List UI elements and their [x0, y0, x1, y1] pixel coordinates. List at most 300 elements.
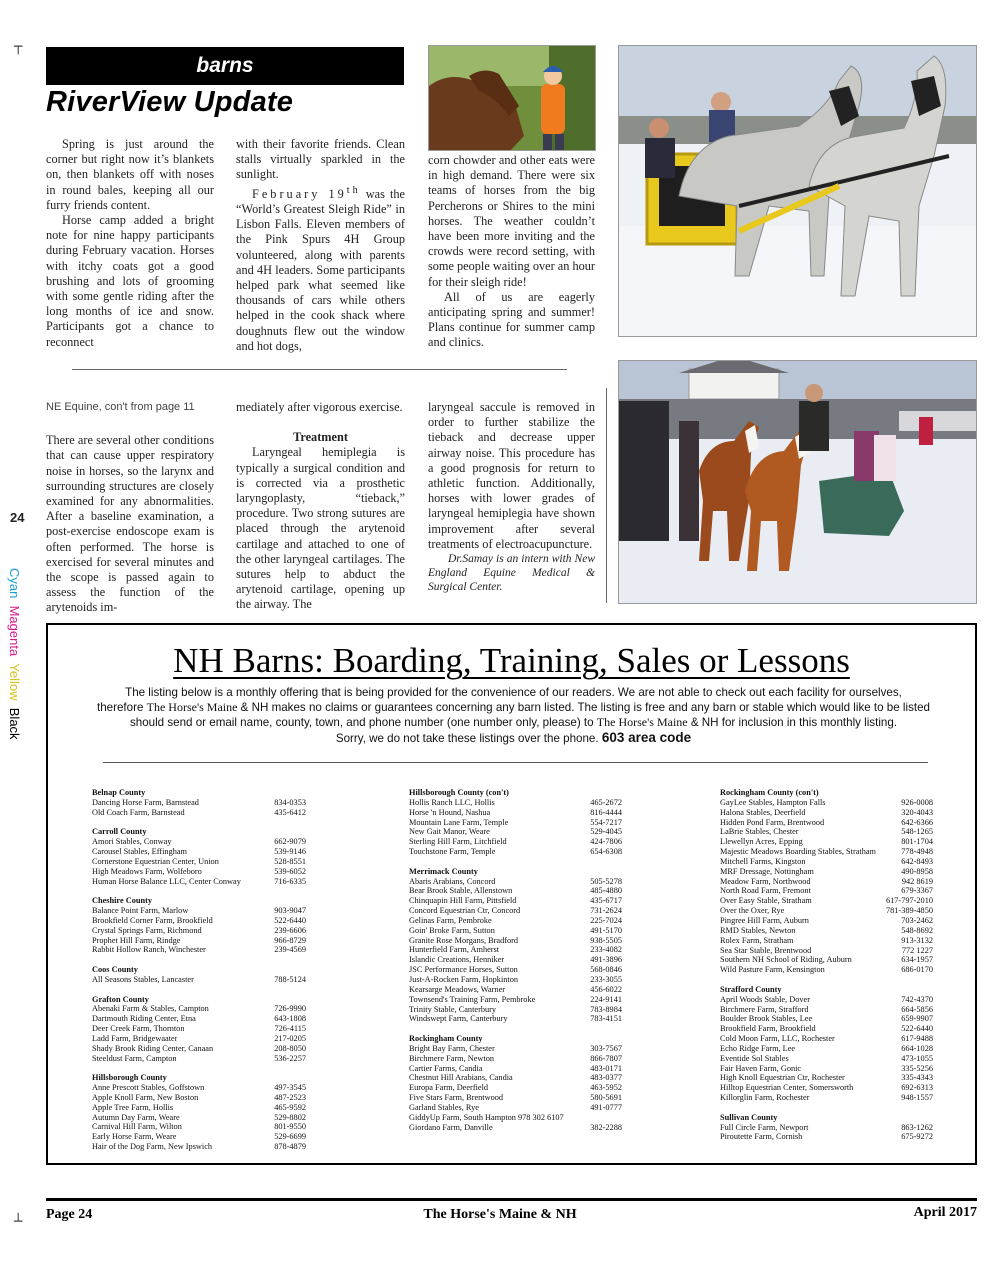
listing-entry — [720, 926, 933, 936]
barn-phone: 225-7024 — [590, 915, 622, 925]
barn-phone: 335-4343 — [901, 1073, 933, 1083]
barn-phone: 675-9272 — [901, 1132, 933, 1142]
listing-entry — [409, 896, 622, 906]
barn-name: Prophet Hill Farm, Rindge — [92, 935, 181, 945]
footer-date: April 2017 — [913, 1205, 977, 1220]
listing-entry — [409, 995, 622, 1005]
listing-entry — [409, 877, 622, 887]
barn-phone: 866-7807 — [590, 1053, 622, 1063]
barn-name: Killorglin Farm, Rochester — [720, 1093, 810, 1103]
barn-phone: 554-7217 — [590, 817, 622, 827]
barn-phone: 783-8984 — [590, 1004, 622, 1014]
barn-name: Abaris Arabians, Concord — [409, 876, 496, 886]
barn-name: Balance Point Farm, Marlow — [92, 906, 189, 916]
listing-entry — [720, 1064, 933, 1074]
listing-entry — [720, 896, 933, 906]
listing-entry — [409, 1103, 622, 1113]
barn-name: Full Circle Farm, Newport — [720, 1122, 809, 1132]
listing-entry — [720, 818, 933, 828]
continuation-kicker: NE Equine, con't from page 11 — [46, 401, 195, 413]
barn-name: All Seasons Stables, Lancaster — [92, 974, 194, 984]
barn-phone: 772 1227 — [901, 945, 933, 955]
listing-entry — [720, 965, 933, 975]
county-heading: Cheshire County — [92, 896, 153, 906]
listing-entry — [92, 1113, 306, 1123]
listing-entry — [720, 1024, 933, 1034]
barn-name: Apple Tree Farm, Hollis — [92, 1102, 174, 1112]
listing-entry — [92, 1054, 306, 1064]
cmyk-registration-label — [7, 568, 22, 740]
barn-phone: 580-5691 — [590, 1093, 622, 1103]
article1-paragraph: All of us are eagerly anticipating spring and summer! Plans continue for summer camp and clinics. — [428, 289, 595, 350]
county-heading: Rockingham County — [409, 1034, 483, 1043]
barn-name: Chinquapin Hill Farm, Pittsfield — [409, 896, 517, 906]
listing-entry — [409, 1123, 622, 1133]
barn-name: Brookfield Corner Farm, Brookfield — [92, 915, 213, 925]
barn-phone: 483-0377 — [590, 1073, 622, 1083]
barn-name: Birchmere Farm, Newton — [409, 1053, 495, 1063]
barn-name: Gelinas Farm, Pembroke — [409, 915, 492, 925]
article1-paragraph — [236, 183, 405, 354]
barn-name: Majestic Meadows Boarding Stables, Stratham — [720, 847, 877, 857]
barn-listing-box — [46, 623, 977, 1165]
listing-entry — [92, 1103, 306, 1113]
barn-name: Halona Stables, Deerfield — [720, 807, 806, 817]
barn-phone: 456-6022 — [590, 984, 622, 994]
listing-entry — [409, 1073, 622, 1083]
listing-entry — [720, 946, 933, 956]
barn-name: Rolex Farm, Stratham — [720, 935, 794, 945]
barn-phone: 654-6308 — [590, 847, 622, 857]
barn-phone: 217-0205 — [274, 1033, 306, 1043]
article1-paragraph: corn chowder and other eats were in high demand. There were six teams of horses from the big Percherons or Shires to the mini horses. The weather couldn’t have been more inviting and the crowds were record setting, with some people waiting over an hour for their sleigh ride! — [428, 153, 595, 289]
intro-text: therefore — [97, 701, 147, 714]
date-continuation: was the “World’s Greatest Sleigh Ride” in Lisbon Falls. Eleven members of the Pink Spurs 4H Group volunteered, along with parents and 4H leaders. Some participants helped park what seemed like thousands of cars while others helped in the cook shack where doughnuts flew out the window and hot dogs, — [236, 186, 405, 353]
county-heading: Rockingham County (con't) — [720, 788, 819, 797]
barn-name: Five Stars Farm, Brentwood — [409, 1093, 504, 1103]
listing-entry — [92, 906, 306, 916]
barn-phone: 539-6052 — [274, 866, 306, 876]
barn-name: Bear Brook Stable, Allenstown — [409, 886, 513, 896]
listing-entry — [409, 985, 622, 995]
footer-page-number: Page 24 — [46, 1207, 93, 1222]
barn-phone: 948-1557 — [901, 1093, 933, 1103]
barn-name: Windswept Farm, Canterbury — [409, 1014, 508, 1024]
listing-entry — [720, 847, 933, 857]
listing-entry — [92, 945, 306, 955]
barn-phone: 863-1262 — [901, 1122, 933, 1132]
article1-column-2 — [236, 137, 405, 354]
photo-chestnut-horses-sleigh — [618, 360, 977, 604]
listing-entry — [409, 1014, 622, 1024]
listing-entry — [92, 847, 306, 857]
barn-phone: 726-4115 — [274, 1024, 306, 1034]
barn-phone: 816-4444 — [590, 807, 622, 817]
barn-name: Fair Haven Farm, Gonic — [720, 1063, 802, 1073]
county-heading: Merrimack County — [409, 866, 478, 876]
listing-column-2 — [409, 788, 622, 1132]
listing-entry — [720, 1123, 933, 1133]
barn-phone: 233-4082 — [590, 945, 622, 955]
listing-entry — [409, 965, 622, 975]
listing-entry — [720, 1044, 933, 1054]
listing-entry — [720, 1005, 933, 1015]
barn-phone: 490-8958 — [901, 866, 933, 876]
listing-entry — [92, 867, 306, 877]
listing-entry — [92, 936, 306, 946]
article2-column-3 — [428, 400, 595, 594]
county-heading: Hillsborough County — [92, 1073, 167, 1083]
barn-phone: 801-9550 — [274, 1122, 306, 1132]
barn-phone: 491-0777 — [590, 1102, 622, 1112]
barn-phone: 491-5170 — [590, 925, 622, 935]
listing-entry — [720, 936, 933, 946]
footer-publication: The Horse's Maine & NH — [423, 1207, 577, 1222]
barn-phone: 548-1265 — [901, 827, 933, 837]
listing-entry — [92, 916, 306, 926]
listing-entry — [409, 1083, 622, 1093]
barn-phone: 528-8551 — [274, 856, 306, 866]
barn-name: Hollis Ranch LLC, Hollis — [409, 797, 495, 807]
barn-name: Sterling Hill Farm, Litchfield — [409, 837, 507, 847]
article2-column-2 — [236, 400, 405, 613]
barn-name: Crystal Springs Farm, Richmond — [92, 925, 202, 935]
barn-phone: 435-6412 — [274, 807, 306, 817]
county-heading: Carroll County — [92, 827, 147, 837]
barn-phone: 938-5505 — [590, 935, 622, 945]
listing-entry — [409, 798, 622, 808]
listing-entry — [92, 1034, 306, 1044]
article1-paragraph: Spring is just around the corner but right now it’s blankets on, then blankets off with noses in round bales, keeping all our furry friends content. — [46, 137, 214, 212]
listing-entry — [720, 808, 933, 818]
barn-phone: 801-1704 — [901, 837, 933, 847]
barn-name: GiddyUp Farm, South Hampton 978 302 6107 — [409, 1112, 564, 1122]
barn-name: MRF Dressage, Nottingham — [720, 866, 814, 876]
barn-phone: 642-8493 — [901, 856, 933, 866]
barn-phone: 913-3132 — [901, 935, 933, 945]
listing-entry — [720, 867, 933, 877]
publication-name: The Horse's Maine — [146, 700, 238, 714]
intro-text: Sorry, we do not take these listings over the phone. — [335, 732, 602, 745]
barn-name: Cornerstone Equestrian Center, Union — [92, 856, 219, 866]
barn-phone: 483-0171 — [590, 1063, 622, 1073]
barn-name: Piroutette Farm, Cornish — [720, 1132, 803, 1142]
barn-name: Human Horse Balance LLC, Center Conway — [92, 876, 241, 886]
barn-phone: 485-4880 — [590, 886, 622, 896]
barn-name: Meadow Farm, Northwood — [720, 876, 811, 886]
barn-name: Hair of the Dog Farm, New Ipswich — [92, 1142, 213, 1152]
barn-name: Ladd Farm, Bridgewaater — [92, 1033, 178, 1043]
intro-text: should send or email name, county, town, and phone number (one number only, please) to — [129, 716, 597, 729]
listing-entry — [720, 1034, 933, 1044]
listing-entry — [720, 886, 933, 896]
barn-phone: 617-9488 — [901, 1034, 933, 1044]
listing-entry — [720, 857, 933, 867]
listing-entry — [92, 837, 306, 847]
barn-name: Chestnut Hill Arabians, Candia — [409, 1073, 513, 1083]
listing-entry — [720, 1073, 933, 1083]
photo-girl-with-horse — [428, 45, 596, 151]
barn-name: JSC Performance Horses, Sutton — [409, 965, 518, 975]
barn-phone: 303-7567 — [590, 1043, 622, 1053]
barn-phone: 942 8619 — [901, 876, 933, 886]
article1-paragraph: with their favorite friends. Clean stalls virtually sparkled in the sunlight. — [236, 137, 405, 182]
barn-phone: 529-6699 — [274, 1132, 306, 1142]
barn-phone: 529-8802 — [274, 1112, 306, 1122]
barn-phone: 463-5952 — [590, 1083, 622, 1093]
section-banner: barns — [46, 47, 404, 85]
listing-entry — [409, 945, 622, 955]
barn-name: Trinity Stable, Canterbury — [409, 1004, 497, 1014]
barn-name: Townsend's Training Farm, Pembroke — [409, 994, 536, 1004]
barn-phone: 662-9079 — [274, 837, 306, 847]
treatment-heading: Treatment — [293, 430, 348, 445]
barn-name: Over Easy Stable, Stratham — [720, 896, 812, 906]
barn-name: Garland Stables, Rye — [409, 1102, 479, 1112]
barn-name: High Meadows Farm, Wolfeboro — [92, 866, 202, 876]
listing-entry — [409, 837, 622, 847]
barn-name: North Road Farm, Fremont — [720, 886, 811, 896]
listing-entry — [409, 827, 622, 837]
barn-phone: 239-6606 — [274, 925, 306, 935]
listing-entry — [720, 955, 933, 965]
barn-name: Carnival Hill Farm, Wilton — [92, 1122, 182, 1132]
listing-entry — [92, 1044, 306, 1054]
barn-phone: 834-0353 — [274, 797, 306, 807]
barn-phone: 233-3055 — [590, 974, 622, 984]
listing-entry — [720, 798, 933, 808]
listing-entry — [92, 1024, 306, 1034]
listing-entry — [409, 926, 622, 936]
photo-white-horses-sleigh — [618, 45, 977, 337]
listing-entry — [409, 1093, 622, 1103]
article-headline: RiverView Update — [46, 86, 294, 118]
barn-phone: 382-2288 — [590, 1122, 622, 1132]
listing-entry — [92, 975, 306, 985]
date-text: February 19 — [252, 186, 347, 201]
barn-phone: 320-4043 — [901, 807, 933, 817]
listing-entry — [92, 1014, 306, 1024]
barn-name: Kearsarge Meadows, Warner — [409, 984, 506, 994]
listing-entry — [409, 1064, 622, 1074]
listing-entry — [409, 916, 622, 926]
barn-phone: 335-5256 — [901, 1063, 933, 1073]
article1-column-3 — [428, 153, 595, 351]
listing-entry — [409, 1005, 622, 1015]
listing-entry — [720, 877, 933, 887]
intro-text: & NH for inclusion in this monthly listing. — [687, 716, 898, 729]
listing-entry — [92, 1083, 306, 1093]
footer-rule — [46, 1198, 977, 1201]
article-divider — [72, 369, 567, 370]
listing-intro — [78, 685, 949, 746]
listing-entry — [92, 798, 306, 808]
barn-name: Echo Ridge Farm, Lee — [720, 1043, 796, 1053]
barn-phone: 505-5278 — [590, 876, 622, 886]
county-heading: Belnap County — [92, 788, 146, 797]
barn-phone: 239-4569 — [274, 945, 306, 955]
barn-phone: 703-2462 — [901, 915, 933, 925]
barn-name: Pingree Hill Farm, Auburn — [720, 915, 809, 925]
listing-entry — [720, 1054, 933, 1064]
listing-entry — [409, 1054, 622, 1064]
listing-title — [48, 641, 975, 681]
barn-phone: 778-4948 — [901, 847, 933, 857]
barn-name: New Gait Manor, Weare — [409, 827, 490, 837]
barn-name: Islandic Creations, Henniker — [409, 955, 505, 965]
listing-entry — [409, 936, 622, 946]
listing-entry — [720, 916, 933, 926]
cmyk-black: Black — [7, 707, 22, 740]
barn-name: Sea Star Stable, Brentwood — [720, 945, 812, 955]
barn-phone: 664-1028 — [901, 1043, 933, 1053]
listing-entry — [92, 1132, 306, 1142]
barn-name: Hilltop Equestrian Center, Somersworth — [720, 1083, 854, 1093]
barn-phone: 692-6313 — [901, 1083, 933, 1093]
listing-divider — [103, 762, 928, 763]
barn-phone: 435-6717 — [590, 896, 622, 906]
barn-phone: 878-4879 — [274, 1142, 306, 1152]
listing-entry — [720, 1132, 933, 1142]
date-suffix: th — [346, 184, 361, 196]
barn-phone: 726-9990 — [274, 1004, 306, 1014]
listing-entry — [720, 827, 933, 837]
barn-phone: 659-9907 — [901, 1014, 933, 1024]
barn-name: Boulder Brook Stables, Lee — [720, 1014, 813, 1024]
barn-phone: 568-0846 — [590, 965, 622, 975]
barn-phone: 966-8729 — [274, 935, 306, 945]
barn-name: Anne Prescott Stables, Goffstown — [92, 1083, 205, 1093]
listing-entry — [720, 1083, 933, 1093]
barn-phone: 716-6335 — [274, 876, 306, 886]
barn-name: Cold Moon Farm, LLC, Rochester — [720, 1034, 835, 1044]
county-heading: Strafford County — [720, 984, 782, 994]
barn-phone: 487-2523 — [274, 1092, 306, 1102]
article2-paragraph: There are several other conditions that can cause upper respiratory noise in horses, so the larynx and surrounding structures are closely examined for any abnormalities. After a baseline examination, a post-exercise endoscope exam is often performed. The horse is exercised for several minutes and the scope is passed again to assess the function of the arytenoids im- — [46, 433, 214, 615]
barn-phone: 788-5124 — [274, 974, 306, 984]
barn-phone: 522-6440 — [274, 915, 306, 925]
listing-entry — [720, 837, 933, 847]
intro-line — [78, 715, 949, 730]
barn-phone: 522-6440 — [901, 1024, 933, 1034]
barn-phone: 903-9047 — [274, 906, 306, 916]
barn-name: Autumn Day Farm, Weare — [92, 1112, 180, 1122]
listing-entry — [720, 995, 933, 1005]
barn-name: Amori Stables, Conway — [92, 837, 172, 847]
article2-paragraph: Laryngeal hemiplegia is typically a surgical condition and is corrected via a prosthetic laryngoplasty, “tieback,” procedure. Two strong sutures are placed through the arytenoid cartilage and attached to one of the other laryngeal cartilages. The sutures help to abduct the arytenoid cartilage, opening up the airway. The — [236, 445, 405, 612]
area-code: 603 area code — [601, 730, 692, 745]
barn-phone: 731-2624 — [590, 906, 622, 916]
barn-name: Early Horse Farm, Weare — [92, 1132, 177, 1142]
article2-paragraph: laryngeal saccule is removed in order to further stabilize the tieback and decrease upper airway noise. This procedure has a good prognosis for return to athletic function. Additionally, horses with lower grades of laryngeal hemiplegia have shown improvement after several treatments of electroacupuncture. — [428, 400, 595, 551]
barn-name: Concord Equestrian Ctr, Concord — [409, 906, 521, 916]
listing-entry — [409, 808, 622, 818]
column-divider — [606, 388, 607, 603]
barn-name: Hidden Pond Farm, Brentwood — [720, 817, 825, 827]
barn-phone: 208-8050 — [274, 1043, 306, 1053]
listing-entry — [92, 1142, 306, 1152]
barn-name: Horse 'n Hound, Nashua — [409, 807, 491, 817]
listing-entry — [409, 906, 622, 916]
listing-entry — [92, 1122, 306, 1132]
county-heading: Sullivan County — [720, 1112, 778, 1122]
listing-entry — [409, 847, 622, 857]
barn-name: Dartmouth Riding Center, Etna — [92, 1014, 196, 1024]
listing-entry — [92, 808, 306, 818]
barn-phone: 548-8692 — [901, 925, 933, 935]
listing-entry — [92, 1004, 306, 1014]
barn-name: Eventide Sol Stables — [720, 1053, 789, 1063]
listing-title-text: NH Barns: Boarding, Training, Sales or Lessons — [173, 641, 850, 680]
intro-text: & NH makes no claims or guarantees concerning any barn listed. The listing is free and any barn or stable which would like to be listed — [237, 701, 930, 714]
barn-phone: 539-9146 — [274, 847, 306, 857]
barn-name: Deer Creek Farm, Thornton — [92, 1024, 185, 1034]
publication-name: The Horse's Maine — [596, 715, 688, 729]
cmyk-magenta: Magenta — [7, 605, 22, 657]
barn-name: Carousel Stables, Effingham — [92, 847, 188, 857]
listing-column-3 — [720, 788, 933, 1142]
listing-entry — [720, 906, 933, 916]
barn-phone: 664-5856 — [901, 1004, 933, 1014]
barn-phone: 679-3367 — [901, 886, 933, 896]
barn-name: Rabbit Hollow Ranch, Winchester — [92, 945, 206, 955]
barn-phone: 424-7806 — [590, 837, 622, 847]
barn-phone: 473-1055 — [901, 1053, 933, 1063]
barn-name: Over the Oxer, Rye — [720, 906, 785, 916]
barn-name: Mitchell Farms, Kingston — [720, 856, 806, 866]
barn-name: Birchmere Farm, Strafford — [720, 1004, 809, 1014]
barn-phone: 783-4151 — [590, 1014, 622, 1024]
barn-name: Dancing Horse Farm, Barnstead — [92, 797, 199, 807]
barn-name: Wild Pasture Farm, Kensington — [720, 965, 825, 975]
intro-line — [78, 700, 949, 715]
article2-paragraph: mediately after vigorous exercise. — [236, 400, 403, 414]
listing-entry — [409, 975, 622, 985]
listing-entry — [409, 1113, 622, 1123]
barn-name: Southern NH School of Riding, Auburn — [720, 955, 852, 965]
side-page-number: 24 — [10, 510, 25, 525]
barn-name: Goin' Broke Farm, Sutton — [409, 925, 495, 935]
county-heading: Grafton County — [92, 994, 149, 1004]
barn-name: Old Coach Farm, Barnstead — [92, 807, 185, 817]
barn-phone: 465-2672 — [590, 797, 622, 807]
barn-name: Just-A-Rocken Farm, Hopkinton — [409, 974, 519, 984]
article1-paragraph: Horse camp added a bright note for nine happy participants during February vacation. Horses with itchy coats got a good brushing and lots of grooming with some gentle riding after the long months of ice and snow. Participants got a chance to reconnect — [46, 213, 214, 349]
barn-phone: 926-0008 — [901, 797, 933, 807]
barn-phone: 617-797-2010 — [885, 896, 933, 906]
county-heading: Coos County — [92, 965, 138, 975]
listing-entry — [92, 857, 306, 867]
barn-name: Hunterfield Farm, Amherst — [409, 945, 500, 955]
listing-entry — [409, 818, 622, 828]
listing-entry — [409, 955, 622, 965]
intro-line — [78, 730, 949, 746]
listing-entry — [720, 1014, 933, 1024]
barn-name: RMD Stables, Newton — [720, 925, 796, 935]
barn-name: Cartier Farms, Candia — [409, 1063, 483, 1073]
barn-name: Europa Farm, Deerfield — [409, 1083, 489, 1093]
barn-name: Bright Bay Farm, Chester — [409, 1043, 495, 1053]
barn-name: Abenaki Farm & Stables, Campton — [92, 1004, 209, 1014]
intro-line: The listing below is a monthly offering that is being provided for the convenience of our readers. We are not able to check out each facility for ourselves, — [125, 686, 902, 699]
barn-name: April Woods Stable, Dover — [720, 994, 810, 1004]
barn-name: Giordano Farm, Danville — [409, 1122, 493, 1132]
article2-column-1 — [46, 400, 214, 616]
county-heading: Hillsborough County (con't) — [409, 788, 509, 797]
crop-mark-top: ┬ — [14, 39, 23, 55]
barn-phone: 742-4370 — [901, 994, 933, 1004]
barn-phone: 224-9141 — [590, 994, 622, 1004]
